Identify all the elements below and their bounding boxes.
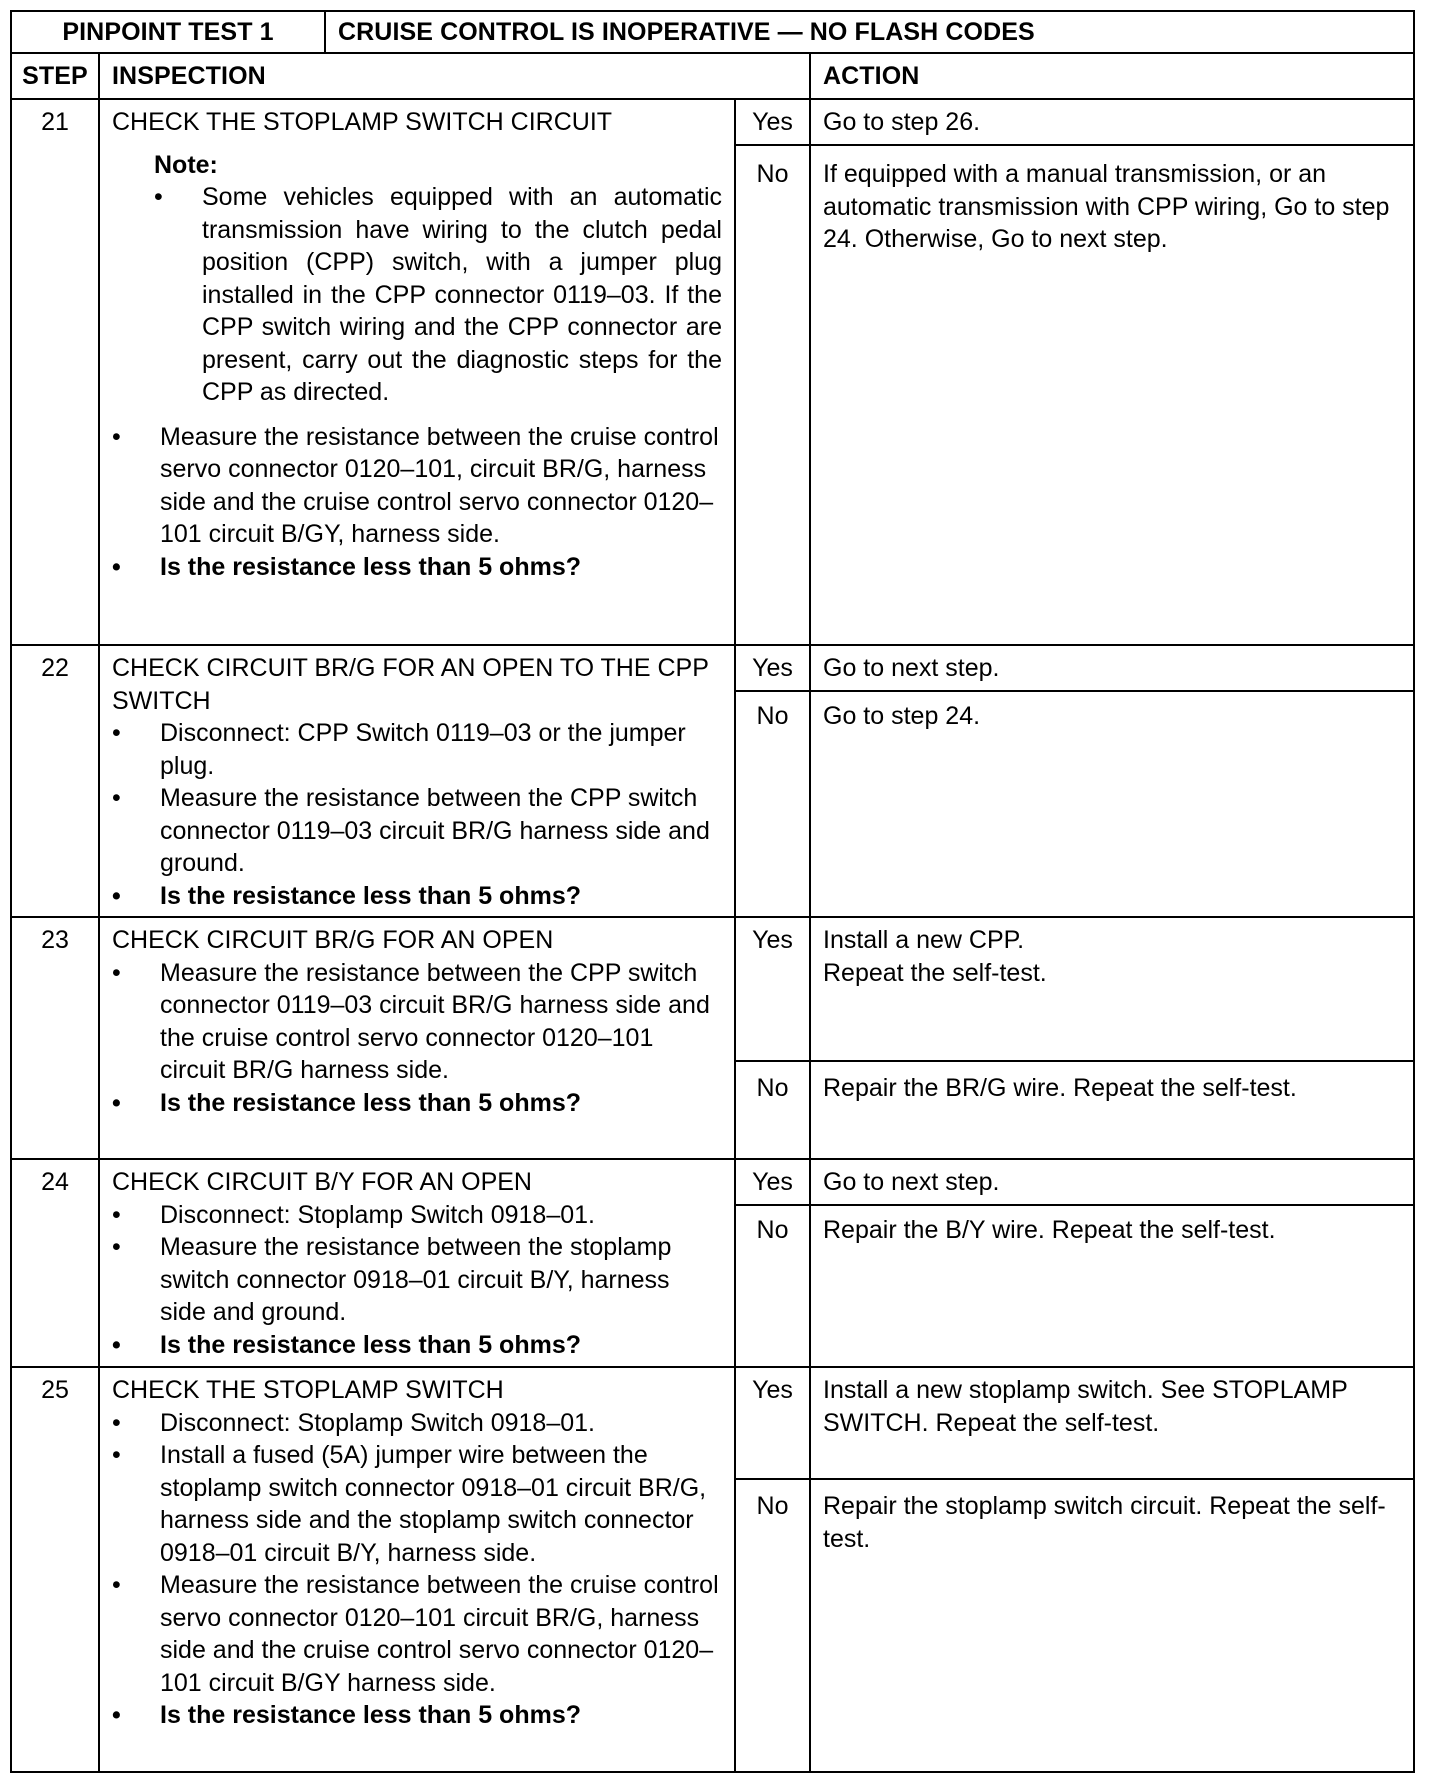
step-title: CHECK CIRCUIT BR/G FOR AN OPEN TO THE CPP SWITCH xyxy=(112,654,709,715)
no-action: Repair the BR/G wire. Repeat the self-test. xyxy=(809,1060,1415,1160)
inspection-bullets xyxy=(112,957,722,1120)
yes-label: Yes xyxy=(734,644,811,692)
step-number: 21 xyxy=(10,98,100,646)
no-label: No xyxy=(734,144,811,646)
inspection-question: • Is the resistance less than 5 ohms? xyxy=(112,1699,722,1732)
inspection-bullets xyxy=(112,421,722,584)
inspection-bullets xyxy=(112,1199,722,1362)
inspection-question: • Is the resistance less than 5 ohms? xyxy=(112,551,722,584)
step-number: 23 xyxy=(10,916,100,1160)
inspection-bullet: • Measure the resistance between the cruise control servo connector 0120–101 circuit BR/G, harness side and the cruise control servo connector 0120–101 circuit B/GY harness side. xyxy=(112,1569,722,1699)
yes-action: Go to step 26. xyxy=(809,98,1415,146)
yes-action-line: Install a new CPP. xyxy=(823,926,1025,954)
inspection-question: • Is the resistance less than 5 ohms? xyxy=(112,1329,722,1362)
step-title: CHECK CIRCUIT B/Y FOR AN OPEN xyxy=(112,1168,532,1196)
test-title-cell: CRUISE CONTROL IS INOPERATIVE — NO FLASH CODES xyxy=(324,10,1415,54)
inspection-question: • Is the resistance less than 5 ohms? xyxy=(112,1087,722,1120)
yes-action-line: Repeat the self-test. xyxy=(823,958,1047,987)
yes-action: Go to next step. xyxy=(809,644,1415,692)
inspection-cell xyxy=(98,644,736,918)
column-header-step: STEP xyxy=(10,52,100,100)
step-title: CHECK CIRCUIT BR/G FOR AN OPEN xyxy=(112,926,554,954)
yes-action: Go to next step. xyxy=(809,1158,1415,1206)
no-label: No xyxy=(734,1478,811,1773)
no-action: Repair the stoplamp switch circuit. Repeat the self-test. xyxy=(809,1478,1415,1773)
note-label: Note: xyxy=(154,150,218,179)
yes-label: Yes xyxy=(734,916,811,1062)
no-label: No xyxy=(734,1060,811,1160)
inspection-cell xyxy=(98,98,736,646)
inspection-cell xyxy=(98,1158,736,1368)
inspection-cell xyxy=(98,1366,736,1773)
yes-label: Yes xyxy=(734,1366,811,1480)
inspection-bullet: • Measure the resistance between the stoplamp switch connector 0918–01 circuit B/Y, harness side and ground. xyxy=(112,1231,722,1329)
inspection-bullet: • Disconnect: CPP Switch 0119–03 or the jumper plug. xyxy=(112,717,722,782)
inspection-bullet: • Measure the resistance between the cruise control servo connector 0120–101, circuit BR/G, harness side and the cruise control servo connector 0120–101 circuit B/GY, harness side. xyxy=(112,421,722,551)
step-number: 24 xyxy=(10,1158,100,1368)
yes-label: Yes xyxy=(734,1158,811,1206)
yes-label: Yes xyxy=(734,98,811,146)
inspection-bullet: • Install a fused (5A) jumper wire between the stoplamp switch connector 0918–01 circuit BR/G, harness side and the stoplamp switch connector 0918–01 circuit B/Y, harness side. xyxy=(112,1439,722,1569)
step-title: CHECK THE STOPLAMP SWITCH xyxy=(112,1376,504,1404)
note-text: • Some vehicles equipped with an automatic transmission have wiring to the clutch pedal position (CPP) switch, with a jumper plug installed in the CPP connector 0119–03. If the CPP switch wiring and the CPP connector are present, carry out the diagnostic steps for the CPP as directed. xyxy=(154,181,722,409)
no-action: Repair the B/Y wire. Repeat the self-test. xyxy=(809,1204,1415,1368)
no-action: Go to step 24. xyxy=(809,690,1415,918)
step-title: CHECK THE STOPLAMP SWITCH CIRCUIT xyxy=(112,108,613,136)
pinpoint-test-table xyxy=(10,10,1415,1773)
inspection-bullets xyxy=(112,717,722,912)
no-action: If equipped with a manual transmission, or an automatic transmission with CPP wiring, Go to step 24. Otherwise, Go to next step. xyxy=(809,144,1415,646)
inspection-bullet: • Measure the resistance between the CPP switch connector 0119–03 circuit BR/G harness side and the cruise control servo connector 0120–101 circuit BR/G harness side. xyxy=(112,957,722,1087)
step-number: 22 xyxy=(10,644,100,918)
inspection-bullet: • Disconnect: Stoplamp Switch 0918–01. xyxy=(112,1407,722,1440)
test-id-cell: PINPOINT TEST 1 xyxy=(10,10,326,54)
yes-action: Install a new stoplamp switch. See STOPLAMP SWITCH. Repeat the self-test. xyxy=(809,1366,1415,1480)
inspection-question: • Is the resistance less than 5 ohms? xyxy=(112,880,722,913)
step-number: 25 xyxy=(10,1366,100,1773)
column-header-action: ACTION xyxy=(809,52,1415,100)
inspection-cell xyxy=(98,916,736,1160)
inspection-bullets xyxy=(112,1407,722,1732)
note-block xyxy=(154,149,722,409)
inspection-bullet: • Disconnect: Stoplamp Switch 0918–01. xyxy=(112,1199,722,1232)
column-header-inspection: INSPECTION xyxy=(98,52,811,100)
no-label: No xyxy=(734,1204,811,1368)
yes-action xyxy=(809,916,1415,1062)
inspection-bullet: • Measure the resistance between the CPP switch connector 0119–03 circuit BR/G harness side and ground. xyxy=(112,782,722,880)
no-label: No xyxy=(734,690,811,918)
